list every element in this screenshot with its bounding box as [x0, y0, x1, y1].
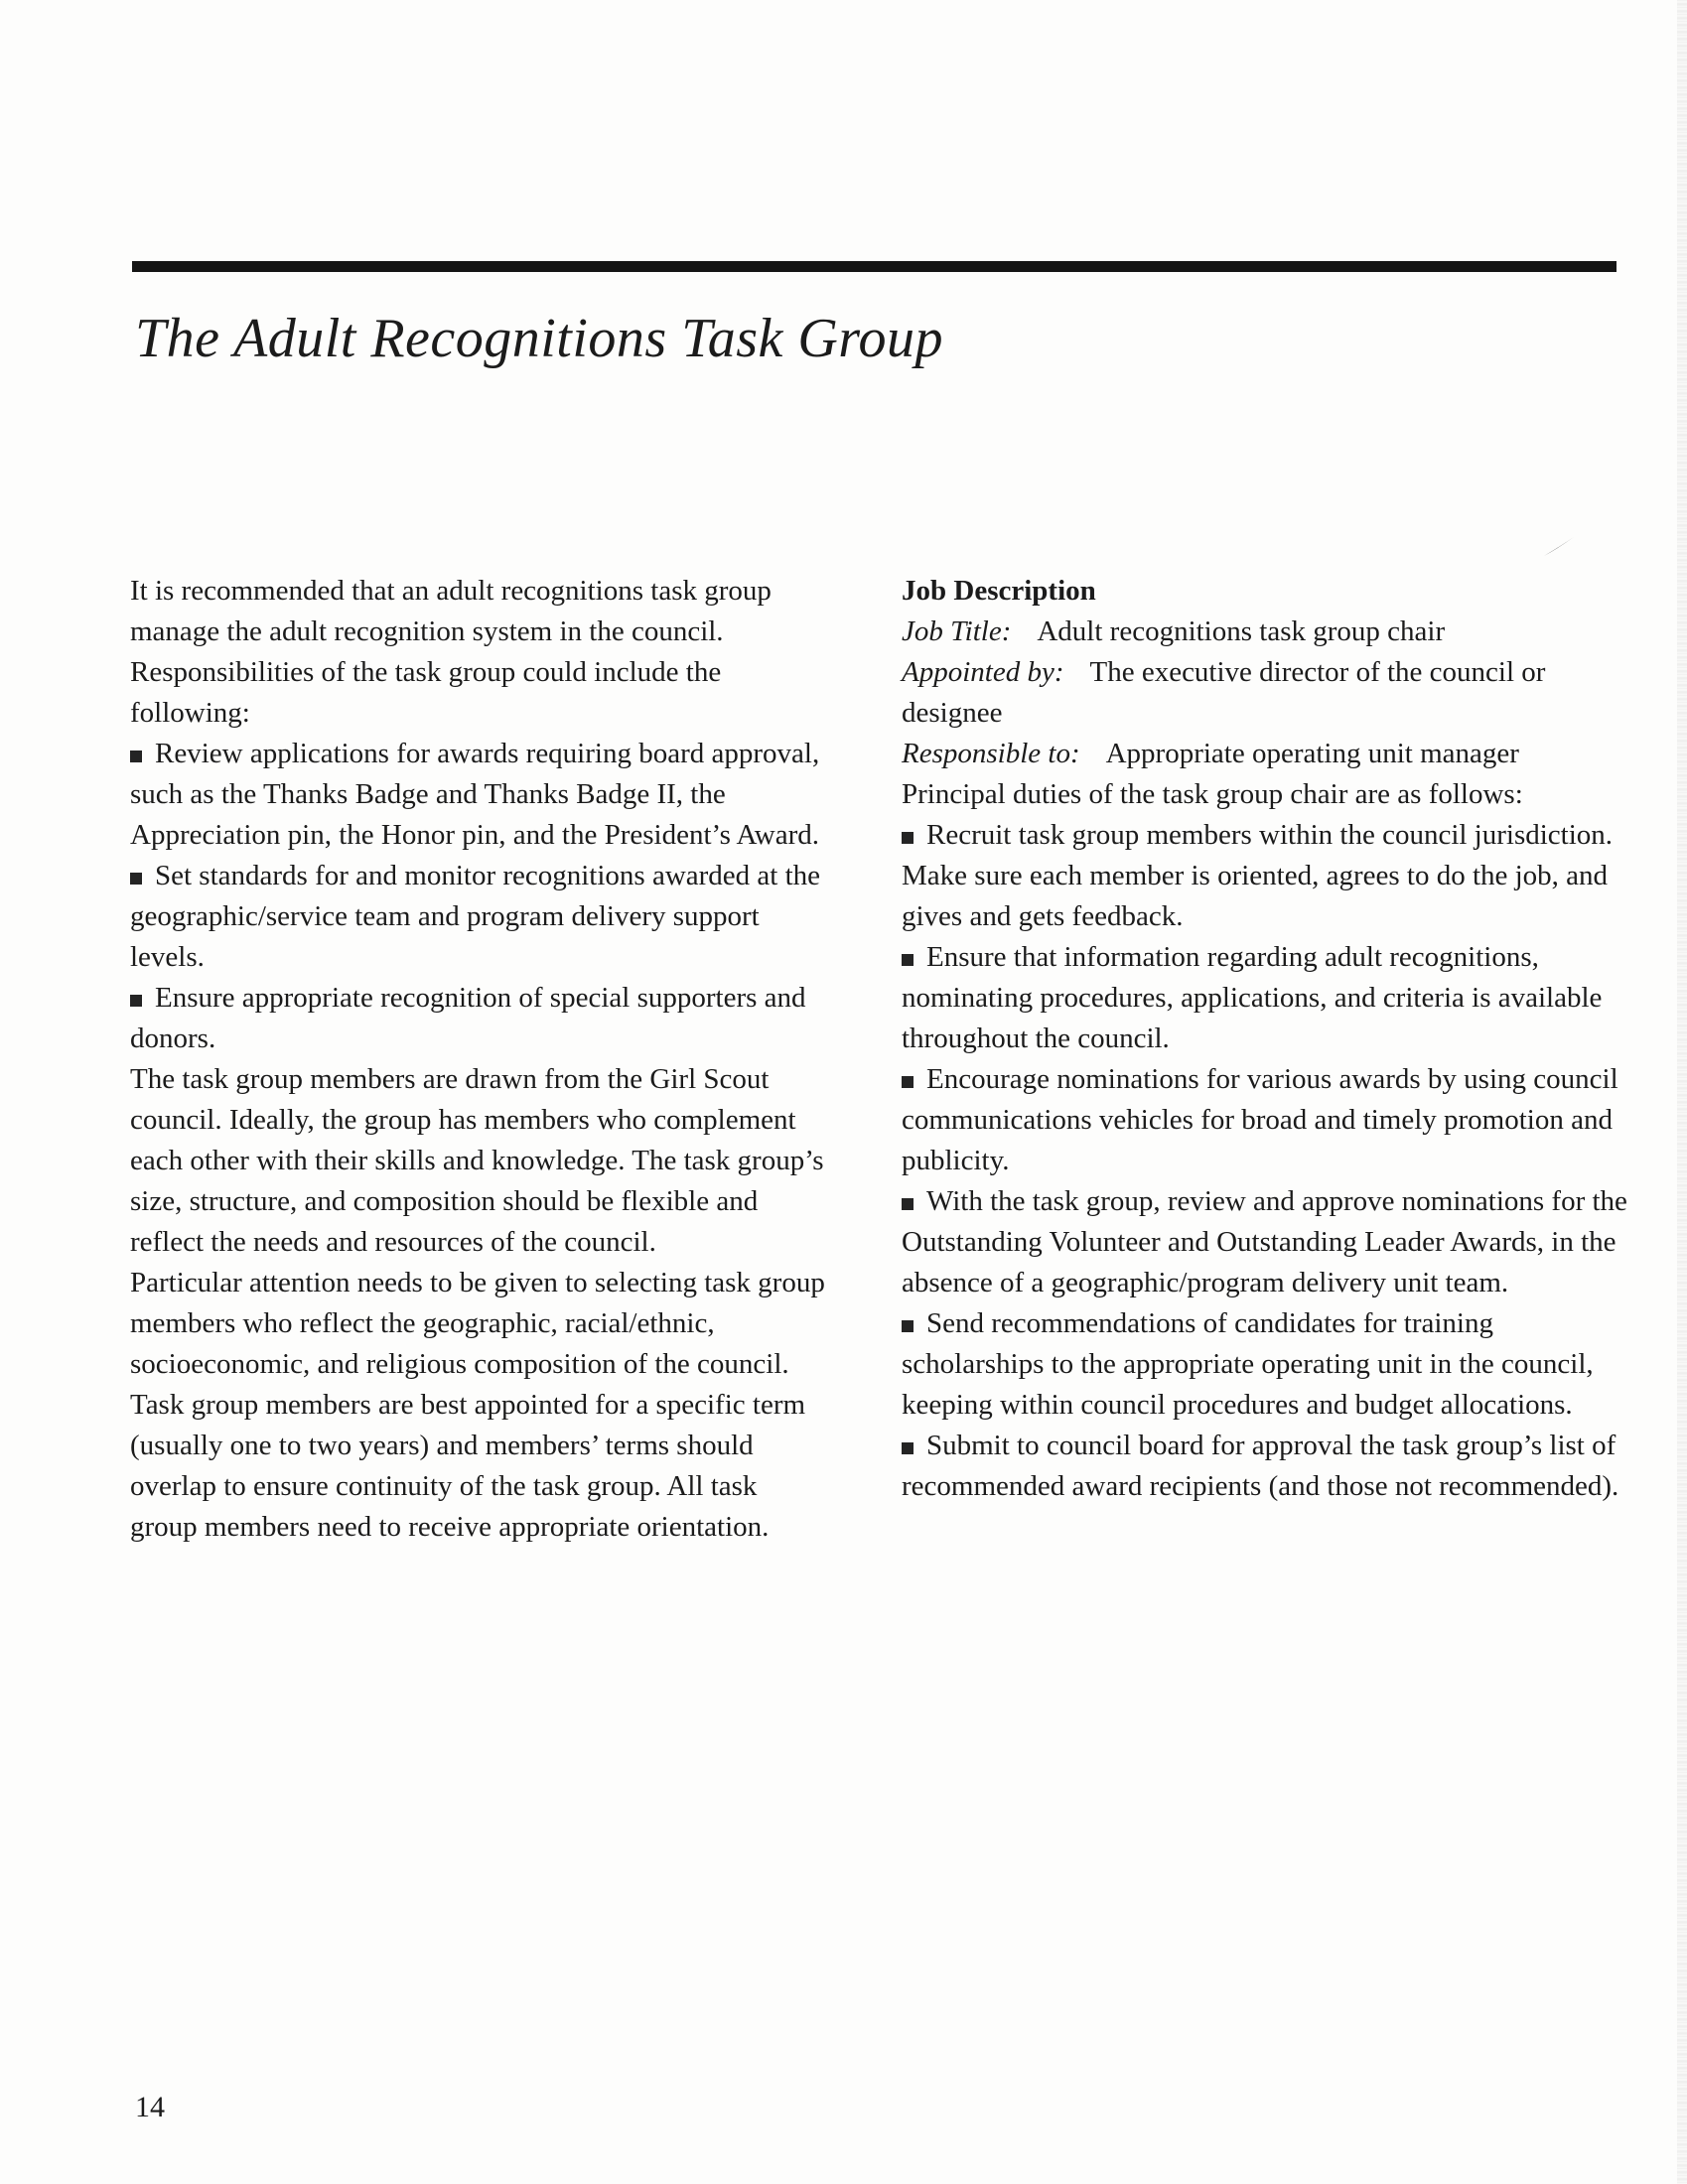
intro-paragraph: It is recommended that an adult recognitions task group manage the adult recognition system in the council. Responsibilities of the task group could include the following: [130, 575, 772, 729]
bullet-item [902, 1303, 1633, 1426]
square-bullet-icon [902, 1442, 914, 1454]
right-column [902, 571, 1633, 1548]
job-description-heading: Job Description [902, 575, 1096, 607]
page-title: The Adult Recognitions Task Group [135, 308, 944, 369]
body-paragraph: Particular attention needs to be given to selecting task group members who reflect the geographic, racial/ethnic, socioeconomic, and religious composition of the council. Task group members are best appointed for a specific term (usually one to two years) and members’ terms should overlap to ensure continuity of the task group. All task group members need to receive appropriate orientation. [130, 1267, 825, 1543]
body-paragraph: The task group members are drawn from the Girl Scout council. Ideally, the group has members who complement each other with their skills and knowledge. The task group’s size, structure, and composition should be flexible and reflect the needs and resources of the council. [130, 1063, 824, 1258]
bullet-item [902, 1181, 1633, 1303]
entry-value: Appropriate operating unit manager [1105, 738, 1519, 769]
square-bullet-icon [130, 751, 142, 762]
entry-value: The executive director of the council or designee [902, 656, 1546, 729]
bullet-item [130, 978, 825, 1059]
square-bullet-icon [902, 1320, 914, 1332]
bullet-text: Recruit task group members within the council jurisdiction. Make sure each member is oriented, agrees to do the job, and gives and gets feedback. [902, 819, 1614, 932]
left-column [130, 571, 825, 1548]
square-bullet-icon [902, 1198, 914, 1210]
page-number: 14 [135, 2091, 165, 2123]
entry-label: Appointed by: [902, 656, 1064, 688]
title-rule [132, 261, 1617, 272]
job-description-entry [902, 612, 1633, 652]
bullet-text: With the task group, review and approve nominations for the Outstanding Volunteer and Outstanding Leader Awards, in the absence of a geographic/program delivery unit team. [902, 1185, 1627, 1298]
bullet-item [902, 815, 1633, 937]
bullet-text: Send recommendations of candidates for training scholarships to the appropriate operating unit in the council, keeping within council procedures and budget allocations. [902, 1307, 1594, 1421]
square-bullet-icon [130, 995, 142, 1007]
two-column-body [130, 571, 1633, 1548]
entry-label: Responsible to: [902, 738, 1080, 769]
entry-value: Adult recognitions task group chair [1037, 615, 1446, 647]
pen-slash-mark [1541, 532, 1581, 562]
bullet-item [130, 856, 825, 978]
duties-intro: Principal duties of the task group chair are as follows: [902, 778, 1523, 810]
bullet-item [902, 1426, 1633, 1507]
bullet-text: Encourage nominations for various awards by using council communications vehicles for broad and timely promotion and publicity. [902, 1063, 1618, 1176]
square-bullet-icon [130, 873, 142, 885]
square-bullet-icon [902, 832, 914, 844]
bullet-text: Ensure that information regarding adult recognitions, nominating procedures, applications, and criteria is available throughout the council. [902, 941, 1603, 1054]
bullet-text: Set standards for and monitor recognitions awarded at the geographic/service team and program delivery support levels. [130, 860, 821, 973]
square-bullet-icon [902, 1076, 914, 1088]
bullet-item [902, 1059, 1633, 1181]
square-bullet-icon [902, 954, 914, 966]
job-description-entry [902, 734, 1633, 774]
bullet-text: Review applications for awards requiring board approval, such as the Thanks Badge and Thanks Badge II, the Appreciation pin, the Honor pin, and the President’s Award. [130, 738, 820, 851]
entry-label: Job Title: [902, 615, 1012, 647]
bullet-item [902, 937, 1633, 1059]
bullet-text: Submit to council board for approval the task group’s list of recommended award recipients (and those not recommended). [902, 1430, 1619, 1502]
bullet-text: Ensure appropriate recognition of special supporters and donors. [130, 982, 806, 1054]
scan-edge-artifact [1677, 0, 1687, 2184]
bullet-item [130, 734, 825, 856]
job-description-entry [902, 652, 1633, 734]
